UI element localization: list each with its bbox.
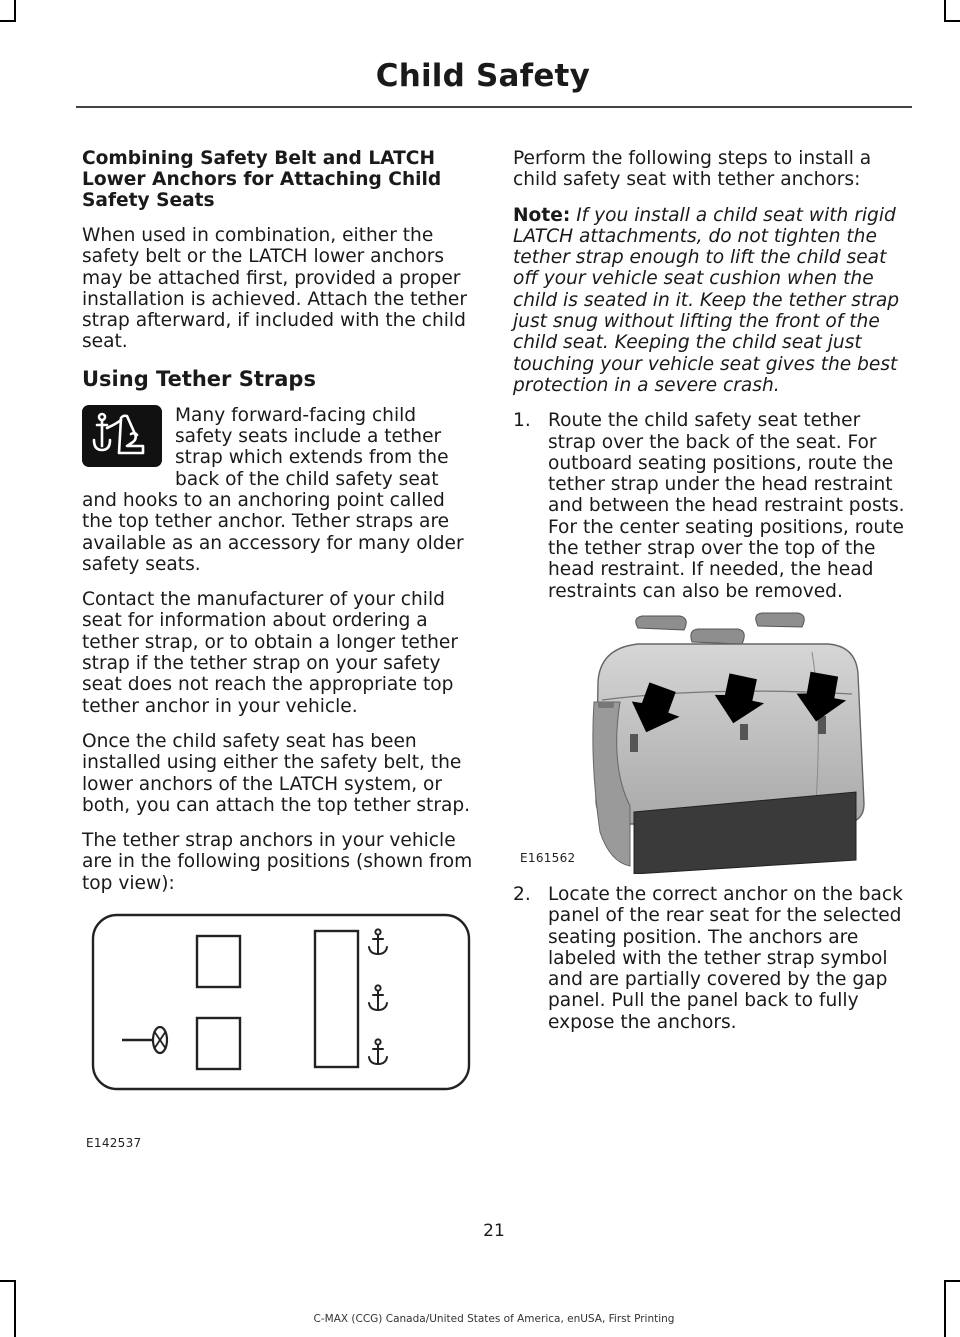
page-title: Child Safety (375, 58, 590, 94)
contact-paragraph: Contact the manufacturer of your child seat for information about ordering a tether strap, or to obtain a longer tether strap if the tether strap on your safety seat does not reach the appropriate top tether anchor in your vehicle. (82, 589, 458, 717)
right-column (513, 148, 907, 616)
crop-mark (944, 1280, 960, 1282)
anchor-icon (365, 1038, 391, 1068)
footer-text: C-MAX (CCG) Canada/United States of America, enUSA, First Printing (313, 1313, 675, 1325)
crop-mark (944, 20, 960, 22)
right-column-continued (513, 884, 907, 1047)
crop-mark (944, 1280, 946, 1337)
step-text: Locate the correct anchor on the back panel of the rear seat for the selected seating position. The anchors are labeled with the tether strap symbol and are partially covered by the gap panel. Pull the panel back to fully expose the anchors. (548, 884, 903, 1033)
front-seat-left (197, 936, 240, 987)
arrow-down-icon (626, 682, 684, 740)
step-number: 1. (513, 410, 531, 432)
combining-paragraph: When used in combination, either the safety belt or the LATCH lower anchors may be attached first, provided a proper installation is achieved. Attach the tether strap afterward, if included with the child seat. (82, 225, 468, 353)
step-item (513, 884, 907, 1033)
step-text: Route the child safety seat tether strap over the back of the seat. For outboard seating positions, route the tether strap under the head restraint and between the head restraint posts. For the center seating positions, route the tether strap over the top of the head restraint. If needed, the head restraints can also be removed. (548, 410, 905, 602)
tether-heading: Using Tether Straps (82, 366, 316, 391)
combining-heading: Combining Safety Belt and LATCH Lower Anchors for Attaching Child Safety Seats (82, 148, 442, 211)
crop-mark (14, 0, 16, 20)
anchor-icon (365, 984, 391, 1014)
rear-seat (315, 931, 358, 1067)
note-text: If you install a child seat with rigid LATCH attachments, do not tighten the tether strap enough to lift the child seat off your vehicle seat cushion when the child is seated in it. Keep the tether strap just snug without lifting the front of the child seat. Keeping the child seat just touching your vehicle seat gives the best protection in a severe crash. (513, 204, 900, 396)
front-seat-right (197, 1018, 240, 1069)
positions-paragraph: The tether strap anchors in your vehicle are in the following positions (shown from top view): (82, 830, 473, 894)
top-view-diagram (90, 912, 472, 1092)
header-rule (76, 106, 912, 108)
crop-mark (14, 1280, 16, 1337)
anchor-icon (365, 928, 391, 958)
seat-figure-code: E161562 (520, 851, 576, 865)
step-item (513, 410, 907, 602)
step-number: 2. (513, 884, 531, 905)
crop-mark (0, 20, 16, 22)
crop-mark (0, 1280, 16, 1282)
note-paragraph (513, 205, 907, 397)
tether-text: Many forward-facing child safety seats include a tether strap which extends from the back of the child safety seat and hooks to an anchoring point called the top tether anchor. Tether straps are available as an accessory for many older safety seats. (82, 404, 464, 575)
page-number: 21 (483, 1221, 505, 1241)
arrow-down-icon (792, 670, 850, 728)
left-column (82, 148, 474, 908)
tether-paragraph (82, 405, 474, 575)
once-paragraph: Once the child safety seat has been installed using either the safety belt, the lower anchors of the LATCH system, or both, you can attach the top tether strap. (82, 730, 471, 816)
rear-seat-illustration (590, 612, 872, 874)
crop-mark (944, 0, 946, 20)
top-view-figure-code: E142537 (86, 1136, 142, 1150)
arrow-down-icon (710, 672, 768, 730)
child-seat-tether-anchor-icon (82, 405, 162, 467)
note-label: Note: (513, 204, 571, 226)
intro-paragraph: Perform the following steps to install a child safety seat with tether anchors: (513, 148, 872, 191)
